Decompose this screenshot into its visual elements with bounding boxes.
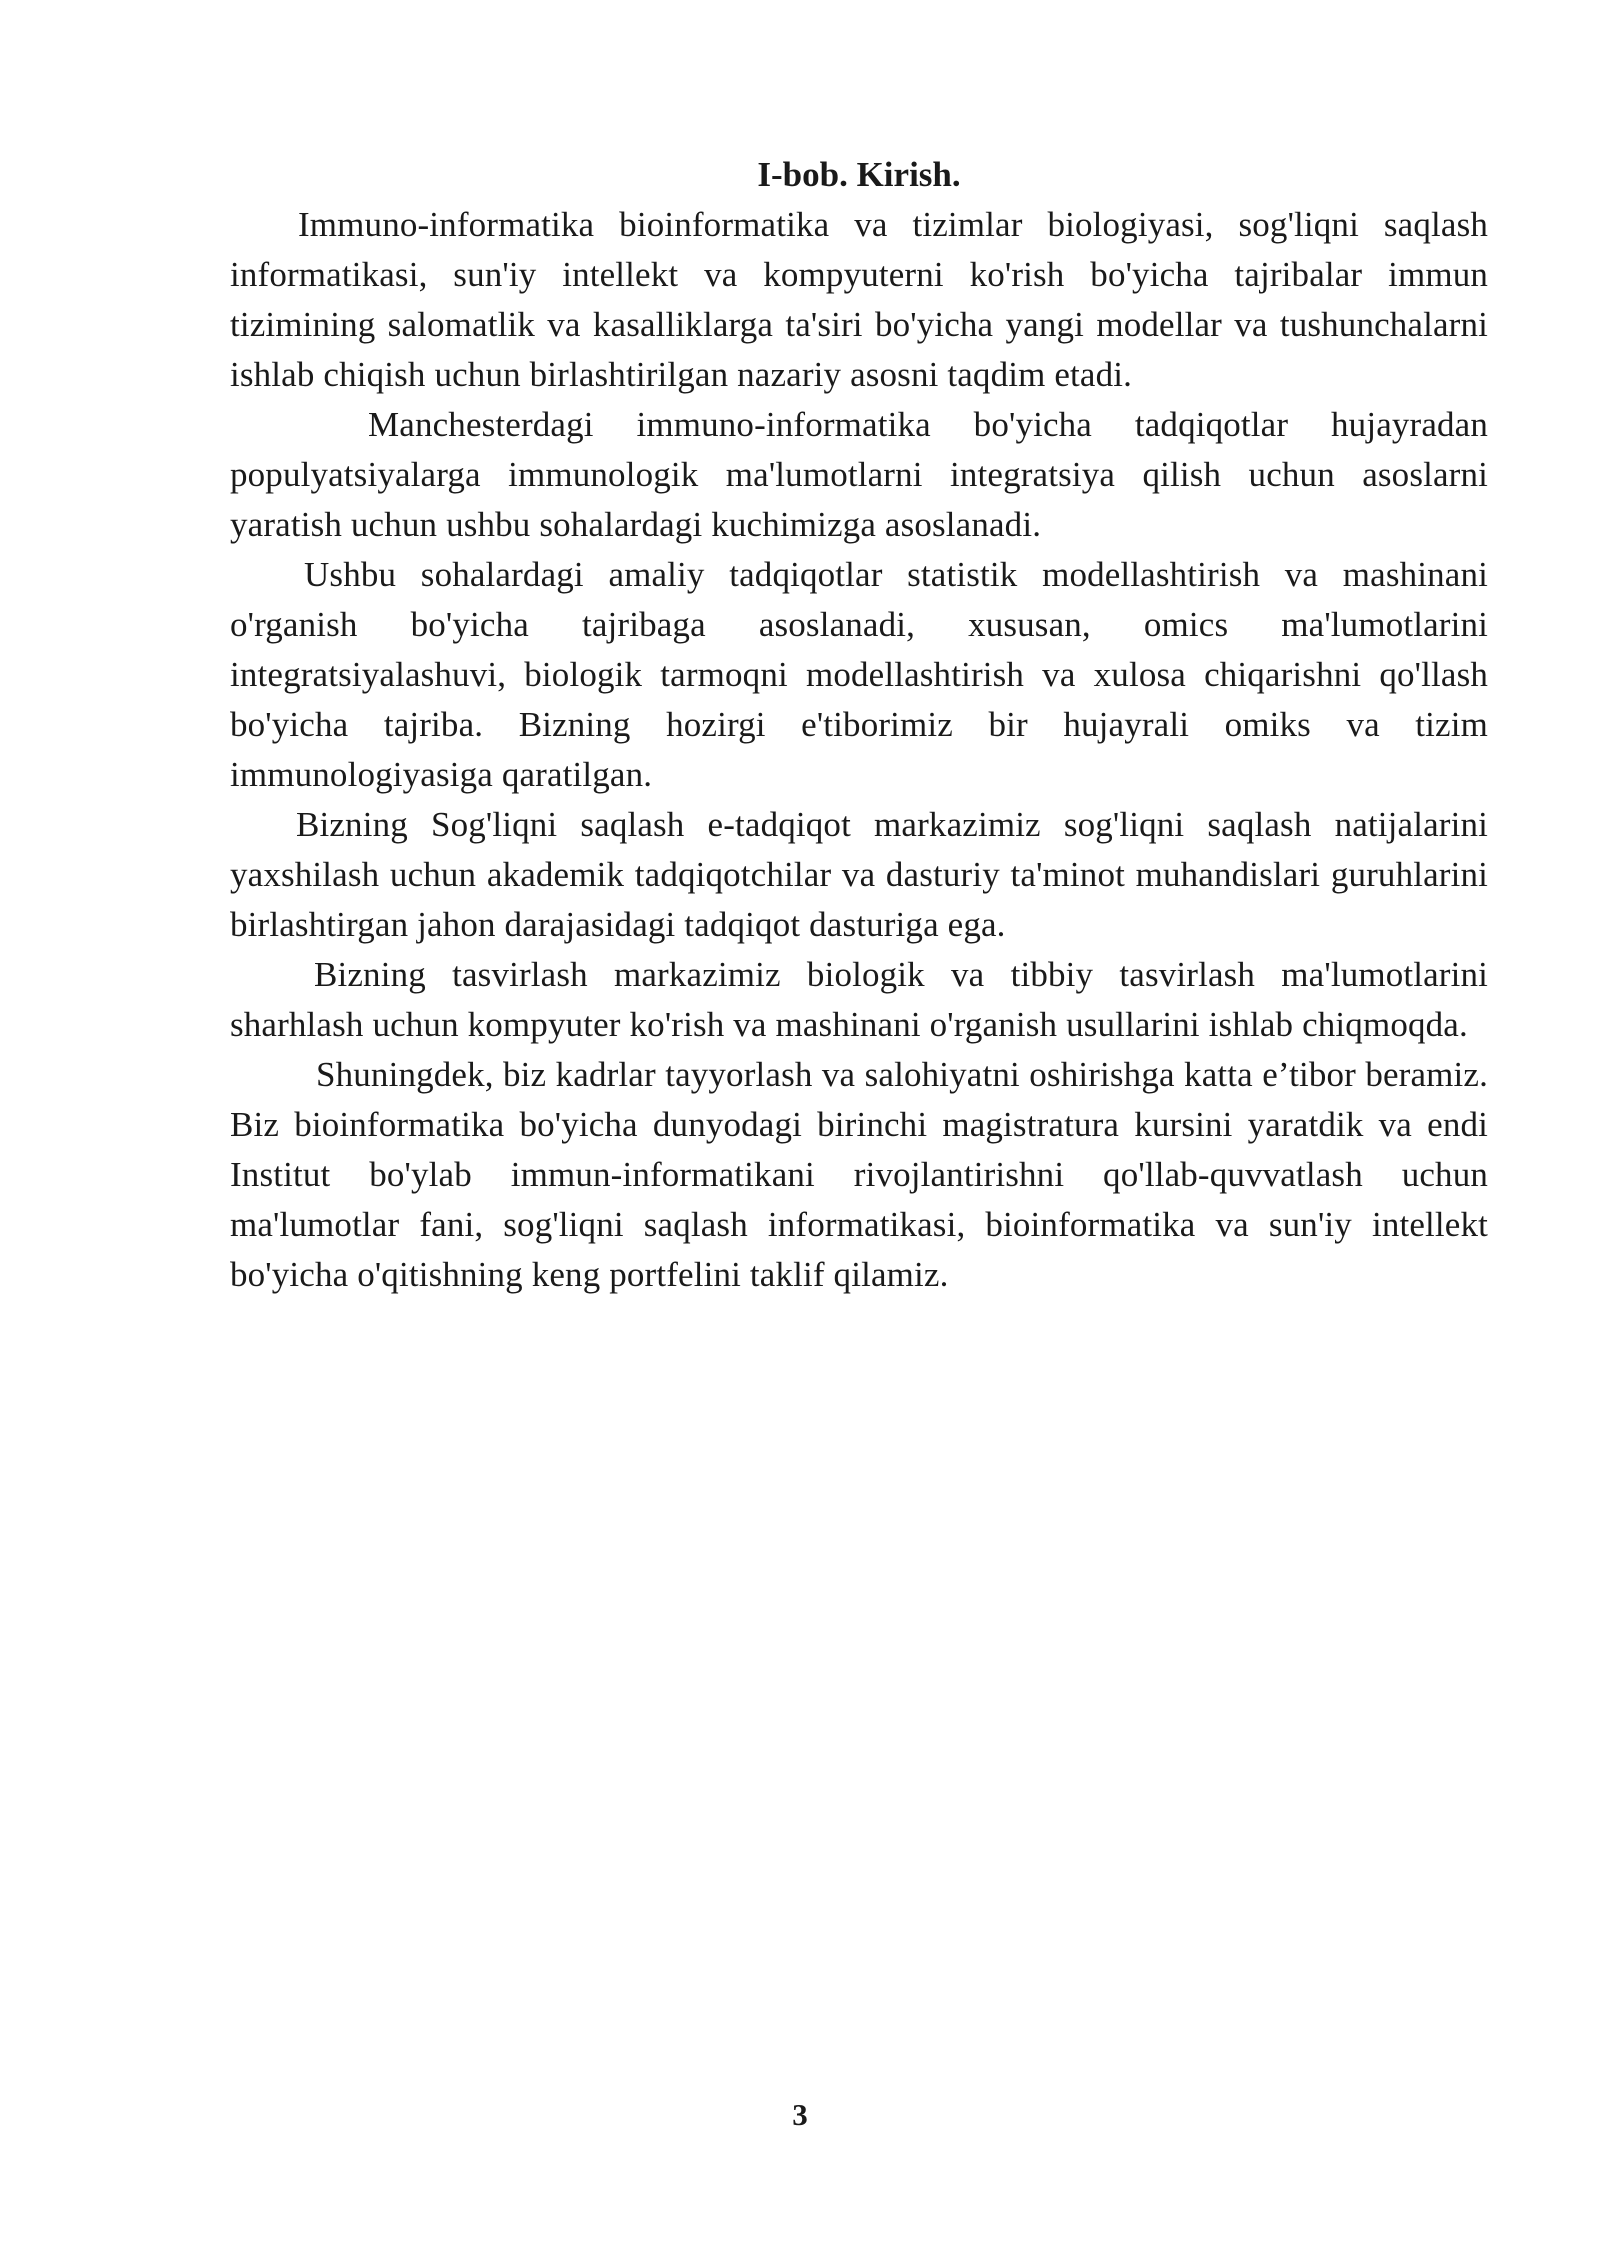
paragraph-6: Shuningdek, biz kadrlar tayyorlash va salohiyatni oshirishga katta e’tibor beramiz. Biz bioinformatika bo'yicha dunyodagi birinchi magistratura kursini yaratdik va endi Institut bo'ylab immun-informatikani rivojlantirishni qo'llab-quvvatlash uchun ma'lumotlar fani, sog'liqni saqlash informatikasi, bioinformatika va sun'iy intellekt bo'yicha o'qitishning keng portfelini taklif qilamiz.	[230, 1055, 1488, 1294]
document-body	[230, 150, 1488, 1300]
paragraph-1: Immuno-informatika bioinformatika va tizimlar biologiyasi, sog'liqni saqlash informatikasi, sun'iy intellekt va kompyuterni ko'rish bo'yicha tajribalar immun tizimining salomatlik va kasalliklarga ta'siri bo'yicha yangi modellar va tushunchalarni ishlab chiqish uchun birlashtirilgan nazariy asosni taqdim etadi.	[230, 205, 1488, 394]
paragraph-3: Ushbu sohalardagi amaliy tadqiqotlar statistik modellashtirish va mashinani o'rganish bo'yicha tajribaga asoslanadi, xususan, omics ma'lumotlarini integratsiyalashuvi, biologik tarmoqni modellashtirish va xulosa chiqarishni qo'llash bo'yicha tajriba. Bizning hozirgi e'tiborimiz bir hujayrali omiks va tizim immunologiyasiga qaratilgan.	[230, 555, 1488, 794]
chapter-heading: I-bob. Kirish.	[757, 155, 961, 194]
paragraph-2: Manchesterdagi immuno-informatika bo'yicha tadqiqotlar hujayradan populyatsiyalarga immunologik ma'lumotlarni integratsiya qilish uchun asoslarni yaratish uchun ushbu sohalardagi kuchimizga asoslanadi.	[230, 405, 1488, 544]
paragraph-5: Bizning tasvirlash markazimiz biologik va tibbiy tasvirlash ma'lumotlarini sharhlash uchun kompyuter ko'rish va mashinani o'rganish usullarini ishlab chiqmoqda.	[230, 955, 1488, 1044]
page-number: 3	[792, 2097, 808, 2132]
paragraph-4: Bizning Sog'liqni saqlash e-tadqiqot markazimiz sog'liqni saqlash natijalarini yaxshilash uchun akademik tadqiqotchilar va dasturiy ta'minot muhandislari guruhlarini birlashtirgan jahon darajasidagi tadqiqot dasturiga ega.	[230, 805, 1488, 944]
